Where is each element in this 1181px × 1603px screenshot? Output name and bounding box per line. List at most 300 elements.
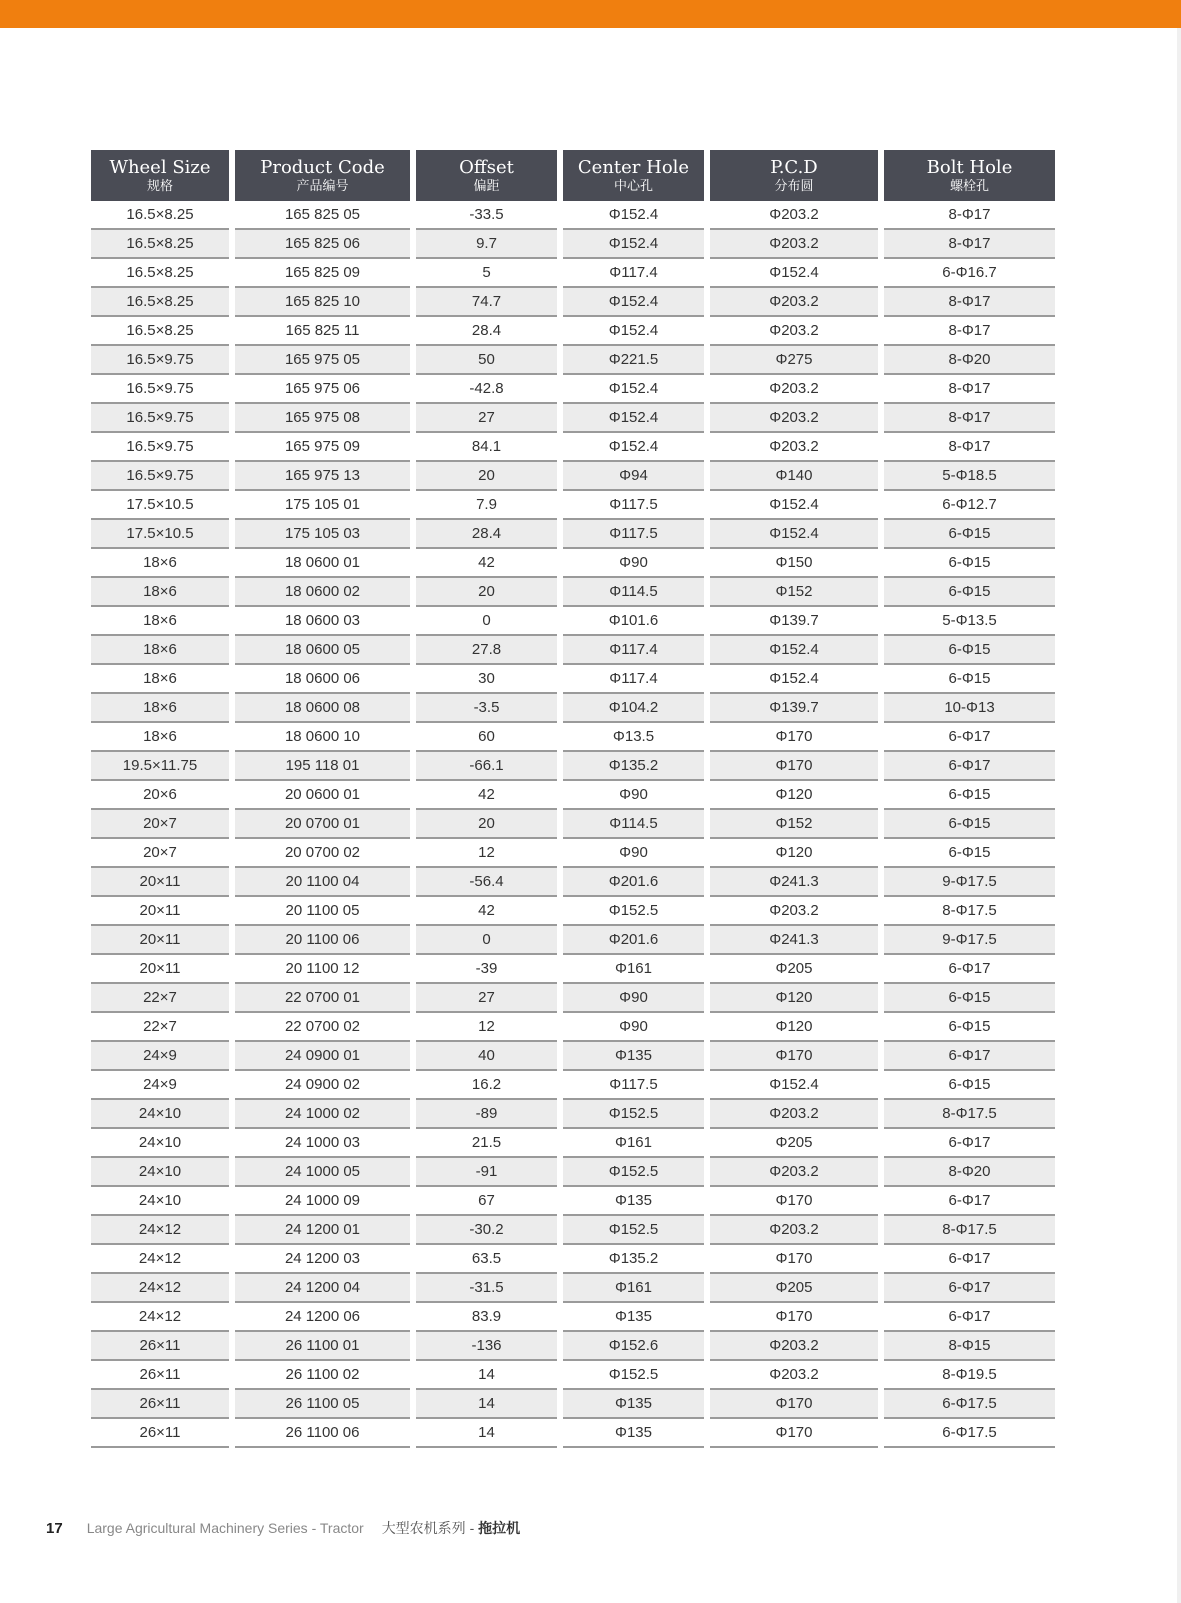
cell-product-code: 18 0600 02 xyxy=(235,578,410,607)
cell-product-code: 165 825 05 xyxy=(235,201,410,230)
cell-center-hole: Φ201.6 xyxy=(563,868,704,897)
cell-pcd: Φ120 xyxy=(710,781,878,810)
cell-product-code: 165 825 06 xyxy=(235,230,410,259)
cell-bolt-hole: 6-Φ15 xyxy=(884,1013,1055,1042)
cell-pcd: Φ203.2 xyxy=(710,1158,878,1187)
cell-wheel-size: 24×9 xyxy=(91,1042,229,1071)
cell-bolt-hole: 8-Φ17 xyxy=(884,433,1055,462)
cell-pcd: Φ139.7 xyxy=(710,607,878,636)
cell-offset: 83.9 xyxy=(416,1303,557,1332)
cell-center-hole: Φ135.2 xyxy=(563,1245,704,1274)
cell-bolt-hole: 6-Φ15 xyxy=(884,1071,1055,1100)
cell-pcd: Φ170 xyxy=(710,1042,878,1071)
cell-wheel-size: 24×10 xyxy=(91,1158,229,1187)
header-en-label: Center Hole xyxy=(577,156,690,178)
header-cn-label: 螺栓孔 xyxy=(949,177,989,193)
cell-offset: -56.4 xyxy=(416,868,557,897)
cell-bolt-hole: 8-Φ17 xyxy=(884,317,1055,346)
cell-wheel-size: 24×9 xyxy=(91,1071,229,1100)
cell-center-hole: Φ152.5 xyxy=(563,1216,704,1245)
cell-product-code: 22 0700 02 xyxy=(235,1013,410,1042)
table-row xyxy=(91,375,1055,404)
cell-wheel-size: 16.5×9.75 xyxy=(91,404,229,433)
cell-pcd: Φ205 xyxy=(710,955,878,984)
cell-center-hole: Φ101.6 xyxy=(563,607,704,636)
header-cn-label: 中心孔 xyxy=(613,177,653,193)
cell-bolt-hole: 8-Φ15 xyxy=(884,1332,1055,1361)
cell-product-code: 20 0600 01 xyxy=(235,781,410,810)
cell-bolt-hole: 5-Φ13.5 xyxy=(884,607,1055,636)
cell-center-hole: Φ117.4 xyxy=(563,636,704,665)
cell-bolt-hole: 6-Φ17.5 xyxy=(884,1390,1055,1419)
cell-center-hole: Φ161 xyxy=(563,955,704,984)
cell-bolt-hole: 8-Φ17.5 xyxy=(884,897,1055,926)
cell-product-code: 165 825 09 xyxy=(235,259,410,288)
cell-product-code: 24 1000 09 xyxy=(235,1187,410,1216)
cell-bolt-hole: 6-Φ15 xyxy=(884,665,1055,694)
table-row xyxy=(91,1419,1055,1448)
cell-product-code: 26 1100 05 xyxy=(235,1390,410,1419)
table-row xyxy=(91,665,1055,694)
table-row xyxy=(91,752,1055,781)
table-row xyxy=(91,433,1055,462)
cell-offset: 84.1 xyxy=(416,433,557,462)
cell-pcd: Φ203.2 xyxy=(710,1216,878,1245)
cell-bolt-hole: 8-Φ17 xyxy=(884,404,1055,433)
cell-bolt-hole: 6-Φ15 xyxy=(884,520,1055,549)
cell-center-hole: Φ161 xyxy=(563,1129,704,1158)
table-row xyxy=(91,549,1055,578)
cell-bolt-hole: 6-Φ16.7 xyxy=(884,259,1055,288)
cell-offset: -31.5 xyxy=(416,1274,557,1303)
cell-product-code: 175 105 03 xyxy=(235,520,410,549)
cell-pcd: Φ205 xyxy=(710,1274,878,1303)
cell-offset: 30 xyxy=(416,665,557,694)
wheel-spec-table xyxy=(85,150,1061,1448)
cell-offset: 74.7 xyxy=(416,288,557,317)
cell-wheel-size: 16.5×9.75 xyxy=(91,375,229,404)
cell-bolt-hole: 6-Φ17 xyxy=(884,1303,1055,1332)
cell-pcd: Φ152 xyxy=(710,578,878,607)
table-body xyxy=(91,201,1055,1448)
cell-center-hole: Φ135 xyxy=(563,1187,704,1216)
cell-wheel-size: 24×12 xyxy=(91,1274,229,1303)
header-en-label: P.C.D xyxy=(770,156,818,178)
cell-center-hole: Φ135 xyxy=(563,1419,704,1448)
cell-product-code: 24 1200 04 xyxy=(235,1274,410,1303)
cell-bolt-hole: 8-Φ20 xyxy=(884,1158,1055,1187)
table-row xyxy=(91,1013,1055,1042)
cell-wheel-size: 20×11 xyxy=(91,868,229,897)
cell-center-hole: Φ201.6 xyxy=(563,926,704,955)
header-cn-label: 规格 xyxy=(146,177,173,193)
cell-wheel-size: 16.5×9.75 xyxy=(91,433,229,462)
cell-offset: -89 xyxy=(416,1100,557,1129)
cell-offset: 40 xyxy=(416,1042,557,1071)
cell-offset: 20 xyxy=(416,810,557,839)
cell-pcd: Φ120 xyxy=(710,1013,878,1042)
cell-wheel-size: 20×11 xyxy=(91,897,229,926)
cell-center-hole: Φ152.4 xyxy=(563,433,704,462)
cell-wheel-size: 20×11 xyxy=(91,926,229,955)
cell-center-hole: Φ117.5 xyxy=(563,520,704,549)
cell-offset: 14 xyxy=(416,1390,557,1419)
cell-offset: -39 xyxy=(416,955,557,984)
cell-pcd: Φ203.2 xyxy=(710,375,878,404)
cell-center-hole: Φ117.5 xyxy=(563,1071,704,1100)
cell-offset: -136 xyxy=(416,1332,557,1361)
cell-bolt-hole: 8-Φ17 xyxy=(884,375,1055,404)
cell-pcd: Φ152.4 xyxy=(710,259,878,288)
cell-bolt-hole: 6-Φ17 xyxy=(884,1245,1055,1274)
cell-center-hole: Φ135.2 xyxy=(563,752,704,781)
cell-center-hole: Φ90 xyxy=(563,984,704,1013)
cell-product-code: 20 1100 04 xyxy=(235,868,410,897)
cell-product-code: 165 975 06 xyxy=(235,375,410,404)
cell-product-code: 24 1200 03 xyxy=(235,1245,410,1274)
cell-center-hole: Φ152.4 xyxy=(563,404,704,433)
table-row xyxy=(91,491,1055,520)
cell-center-hole: Φ90 xyxy=(563,839,704,868)
cell-wheel-size: 20×7 xyxy=(91,839,229,868)
cell-product-code: 20 0700 02 xyxy=(235,839,410,868)
cell-bolt-hole: 8-Φ19.5 xyxy=(884,1361,1055,1390)
cell-wheel-size: 18×6 xyxy=(91,636,229,665)
cell-pcd: Φ203.2 xyxy=(710,317,878,346)
cell-offset: 20 xyxy=(416,578,557,607)
cell-pcd: Φ152.4 xyxy=(710,491,878,520)
cell-center-hole: Φ104.2 xyxy=(563,694,704,723)
cell-wheel-size: 17.5×10.5 xyxy=(91,520,229,549)
cell-pcd: Φ203.2 xyxy=(710,433,878,462)
cell-wheel-size: 18×6 xyxy=(91,549,229,578)
cell-offset: 42 xyxy=(416,897,557,926)
cell-center-hole: Φ90 xyxy=(563,1013,704,1042)
cell-offset: 5 xyxy=(416,259,557,288)
cell-bolt-hole: 6-Φ15 xyxy=(884,839,1055,868)
cell-product-code: 195 118 01 xyxy=(235,752,410,781)
cell-product-code: 20 1100 05 xyxy=(235,897,410,926)
cell-center-hole: Φ117.4 xyxy=(563,259,704,288)
cell-offset: 14 xyxy=(416,1361,557,1390)
cell-pcd: Φ203.2 xyxy=(710,230,878,259)
table-row xyxy=(91,781,1055,810)
header-pcd xyxy=(710,150,878,201)
cell-offset: 0 xyxy=(416,607,557,636)
top-accent-bar xyxy=(0,0,1181,28)
cell-wheel-size: 16.5×8.25 xyxy=(91,288,229,317)
cell-bolt-hole: 9-Φ17.5 xyxy=(884,868,1055,897)
cell-product-code: 165 975 09 xyxy=(235,433,410,462)
cell-pcd: Φ120 xyxy=(710,839,878,868)
cell-wheel-size: 24×12 xyxy=(91,1216,229,1245)
cell-center-hole: Φ117.5 xyxy=(563,491,704,520)
cell-center-hole: Φ152.4 xyxy=(563,201,704,230)
cell-offset: 42 xyxy=(416,549,557,578)
page-footer xyxy=(46,1518,520,1538)
table-row xyxy=(91,1187,1055,1216)
table-row xyxy=(91,926,1055,955)
cell-wheel-size: 24×10 xyxy=(91,1100,229,1129)
cell-offset: -42.8 xyxy=(416,375,557,404)
cell-wheel-size: 18×6 xyxy=(91,665,229,694)
table-row xyxy=(91,1303,1055,1332)
cell-offset: 9.7 xyxy=(416,230,557,259)
table-row xyxy=(91,520,1055,549)
header-en-label: Offset xyxy=(459,156,514,178)
cell-bolt-hole: 6-Φ17 xyxy=(884,1129,1055,1158)
cell-pcd: Φ152.4 xyxy=(710,520,878,549)
table-header-row xyxy=(91,150,1055,201)
cell-offset: 42 xyxy=(416,781,557,810)
cell-pcd: Φ170 xyxy=(710,752,878,781)
cell-wheel-size: 16.5×8.25 xyxy=(91,259,229,288)
cell-offset: 0 xyxy=(416,926,557,955)
cell-center-hole: Φ152.4 xyxy=(563,230,704,259)
cell-offset: 27 xyxy=(416,404,557,433)
cell-offset: 16.2 xyxy=(416,1071,557,1100)
cell-center-hole: Φ152.5 xyxy=(563,1158,704,1187)
series-en: Large Agricultural Machinery Series - Tractor xyxy=(86,1520,364,1536)
cell-product-code: 26 1100 01 xyxy=(235,1332,410,1361)
cell-wheel-size: 20×6 xyxy=(91,781,229,810)
cell-wheel-size: 17.5×10.5 xyxy=(91,491,229,520)
cell-wheel-size: 16.5×8.25 xyxy=(91,230,229,259)
cell-pcd: Φ170 xyxy=(710,1390,878,1419)
cell-pcd: Φ170 xyxy=(710,1303,878,1332)
cell-bolt-hole: 5-Φ18.5 xyxy=(884,462,1055,491)
cell-offset: 28.4 xyxy=(416,317,557,346)
header-en-label: Product Code xyxy=(260,156,385,178)
cell-pcd: Φ170 xyxy=(710,723,878,752)
cell-center-hole: Φ117.4 xyxy=(563,665,704,694)
table-row xyxy=(91,201,1055,230)
cell-center-hole: Φ152.5 xyxy=(563,1361,704,1390)
cell-bolt-hole: 6-Φ17 xyxy=(884,1274,1055,1303)
table-row xyxy=(91,288,1055,317)
cell-product-code: 165 975 08 xyxy=(235,404,410,433)
cell-pcd: Φ203.2 xyxy=(710,404,878,433)
cell-product-code: 165 825 11 xyxy=(235,317,410,346)
cell-bolt-hole: 9-Φ17.5 xyxy=(884,926,1055,955)
cell-offset: 12 xyxy=(416,1013,557,1042)
cell-pcd: Φ241.3 xyxy=(710,926,878,955)
cell-bolt-hole: 8-Φ17 xyxy=(884,201,1055,230)
header-en-label: Bolt Hole xyxy=(926,156,1013,178)
cell-pcd: Φ203.2 xyxy=(710,288,878,317)
cell-bolt-hole: 6-Φ15 xyxy=(884,549,1055,578)
cell-wheel-size: 26×11 xyxy=(91,1332,229,1361)
table-row xyxy=(91,1071,1055,1100)
cell-offset: -91 xyxy=(416,1158,557,1187)
cell-center-hole: Φ114.5 xyxy=(563,810,704,839)
cell-bolt-hole: 8-Φ17.5 xyxy=(884,1100,1055,1129)
table-row xyxy=(91,694,1055,723)
cell-bolt-hole: 8-Φ17 xyxy=(884,230,1055,259)
cell-product-code: 24 1000 03 xyxy=(235,1129,410,1158)
cell-offset: 7.9 xyxy=(416,491,557,520)
cell-pcd: Φ203.2 xyxy=(710,201,878,230)
cell-product-code: 26 1100 02 xyxy=(235,1361,410,1390)
cell-center-hole: Φ90 xyxy=(563,549,704,578)
table-row xyxy=(91,955,1055,984)
cell-product-code: 20 1100 12 xyxy=(235,955,410,984)
cell-bolt-hole: 6-Φ17 xyxy=(884,955,1055,984)
cell-wheel-size: 18×6 xyxy=(91,578,229,607)
cell-wheel-size: 16.5×8.25 xyxy=(91,201,229,230)
cell-product-code: 26 1100 06 xyxy=(235,1419,410,1448)
cell-pcd: Φ203.2 xyxy=(710,897,878,926)
cell-offset: -66.1 xyxy=(416,752,557,781)
cell-wheel-size: 18×6 xyxy=(91,694,229,723)
cell-pcd: Φ203.2 xyxy=(710,1100,878,1129)
cell-offset: 28.4 xyxy=(416,520,557,549)
cell-product-code: 24 1200 01 xyxy=(235,1216,410,1245)
cell-center-hole: Φ90 xyxy=(563,781,704,810)
cell-center-hole: Φ152.4 xyxy=(563,288,704,317)
cell-product-code: 20 1100 06 xyxy=(235,926,410,955)
cell-product-code: 24 1200 06 xyxy=(235,1303,410,1332)
cell-offset: 20 xyxy=(416,462,557,491)
cell-bolt-hole: 6-Φ17 xyxy=(884,1042,1055,1071)
cell-bolt-hole: 6-Φ17 xyxy=(884,1187,1055,1216)
table-row xyxy=(91,1332,1055,1361)
cell-product-code: 175 105 01 xyxy=(235,491,410,520)
cell-product-code: 18 0600 01 xyxy=(235,549,410,578)
table-row xyxy=(91,1361,1055,1390)
cell-product-code: 18 0600 03 xyxy=(235,607,410,636)
cell-center-hole: Φ94 xyxy=(563,462,704,491)
header-cn-label: 产品编号 xyxy=(296,177,349,193)
cell-offset: 12 xyxy=(416,839,557,868)
cell-wheel-size: 24×12 xyxy=(91,1245,229,1274)
table-row xyxy=(91,868,1055,897)
cell-center-hole: Φ152.5 xyxy=(563,897,704,926)
cell-center-hole: Φ161 xyxy=(563,1274,704,1303)
cell-pcd: Φ275 xyxy=(710,346,878,375)
cell-pcd: Φ170 xyxy=(710,1187,878,1216)
header-wheel-size xyxy=(91,150,229,201)
cell-product-code: 24 0900 01 xyxy=(235,1042,410,1071)
header-cn-label: 偏距 xyxy=(473,177,500,193)
table-row xyxy=(91,984,1055,1013)
cell-wheel-size: 16.5×8.25 xyxy=(91,317,229,346)
cell-wheel-size: 20×7 xyxy=(91,810,229,839)
page-number: 17 xyxy=(46,1520,63,1537)
series-cn xyxy=(382,1520,520,1536)
cell-offset: 21.5 xyxy=(416,1129,557,1158)
cell-bolt-hole: 6-Φ15 xyxy=(884,636,1055,665)
series-cn-prefix: 大型农机系列 - xyxy=(381,1520,479,1536)
cell-product-code: 165 825 10 xyxy=(235,288,410,317)
cell-offset: 14 xyxy=(416,1419,557,1448)
cell-pcd: Φ150 xyxy=(710,549,878,578)
cell-center-hole: Φ152.6 xyxy=(563,1332,704,1361)
cell-offset: 60 xyxy=(416,723,557,752)
header-en-label: Wheel Size xyxy=(109,156,211,178)
table-row xyxy=(91,636,1055,665)
cell-offset: -33.5 xyxy=(416,201,557,230)
cell-wheel-size: 24×10 xyxy=(91,1187,229,1216)
cell-wheel-size: 26×11 xyxy=(91,1390,229,1419)
cell-wheel-size: 24×12 xyxy=(91,1303,229,1332)
cell-wheel-size: 22×7 xyxy=(91,984,229,1013)
cell-pcd: Φ170 xyxy=(710,1419,878,1448)
table-row xyxy=(91,259,1055,288)
cell-wheel-size: 16.5×9.75 xyxy=(91,346,229,375)
cell-offset: 67 xyxy=(416,1187,557,1216)
cell-product-code: 20 0700 01 xyxy=(235,810,410,839)
table-row xyxy=(91,897,1055,926)
table-row xyxy=(91,346,1055,375)
cell-pcd: Φ205 xyxy=(710,1129,878,1158)
cell-pcd: Φ152.4 xyxy=(710,1071,878,1100)
cell-bolt-hole: 6-Φ17 xyxy=(884,752,1055,781)
cell-pcd: Φ139.7 xyxy=(710,694,878,723)
cell-offset: -30.2 xyxy=(416,1216,557,1245)
table-row xyxy=(91,839,1055,868)
cell-wheel-size: 19.5×11.75 xyxy=(91,752,229,781)
table-row xyxy=(91,1042,1055,1071)
table-row xyxy=(91,1390,1055,1419)
table-row xyxy=(91,723,1055,752)
cell-wheel-size: 24×10 xyxy=(91,1129,229,1158)
table-row xyxy=(91,607,1055,636)
cell-pcd: Φ152.4 xyxy=(710,665,878,694)
table-row xyxy=(91,462,1055,491)
cell-bolt-hole: 8-Φ17 xyxy=(884,288,1055,317)
cell-bolt-hole: 6-Φ17 xyxy=(884,723,1055,752)
cell-product-code: 18 0600 10 xyxy=(235,723,410,752)
header-cn-label: 分布圆 xyxy=(774,177,814,193)
cell-pcd: Φ140 xyxy=(710,462,878,491)
table-row xyxy=(91,317,1055,346)
cell-center-hole: Φ13.5 xyxy=(563,723,704,752)
cell-center-hole: Φ221.5 xyxy=(563,346,704,375)
cell-pcd: Φ203.2 xyxy=(710,1361,878,1390)
cell-wheel-size: 18×6 xyxy=(91,607,229,636)
cell-bolt-hole: 6-Φ12.7 xyxy=(884,491,1055,520)
cell-bolt-hole: 10-Φ13 xyxy=(884,694,1055,723)
cell-product-code: 22 0700 01 xyxy=(235,984,410,1013)
cell-center-hole: Φ135 xyxy=(563,1390,704,1419)
cell-bolt-hole: 8-Φ20 xyxy=(884,346,1055,375)
cell-wheel-size: 16.5×9.75 xyxy=(91,462,229,491)
table-row xyxy=(91,1245,1055,1274)
cell-pcd: Φ241.3 xyxy=(710,868,878,897)
cell-offset: -3.5 xyxy=(416,694,557,723)
cell-wheel-size: 22×7 xyxy=(91,1013,229,1042)
cell-product-code: 165 975 05 xyxy=(235,346,410,375)
cell-wheel-size: 26×11 xyxy=(91,1361,229,1390)
cell-product-code: 24 1000 05 xyxy=(235,1158,410,1187)
cell-product-code: 18 0600 06 xyxy=(235,665,410,694)
cell-bolt-hole: 6-Φ15 xyxy=(884,810,1055,839)
right-edge-strip xyxy=(1177,28,1181,1603)
cell-offset: 27.8 xyxy=(416,636,557,665)
cell-product-code: 18 0600 08 xyxy=(235,694,410,723)
header-product-code xyxy=(235,150,410,201)
table-row xyxy=(91,230,1055,259)
cell-center-hole: Φ135 xyxy=(563,1042,704,1071)
cell-pcd: Φ152 xyxy=(710,810,878,839)
cell-pcd: Φ170 xyxy=(710,1245,878,1274)
cell-pcd: Φ152.4 xyxy=(710,636,878,665)
cell-offset: 63.5 xyxy=(416,1245,557,1274)
cell-center-hole: Φ152.4 xyxy=(563,317,704,346)
table-row xyxy=(91,578,1055,607)
table-row xyxy=(91,1274,1055,1303)
